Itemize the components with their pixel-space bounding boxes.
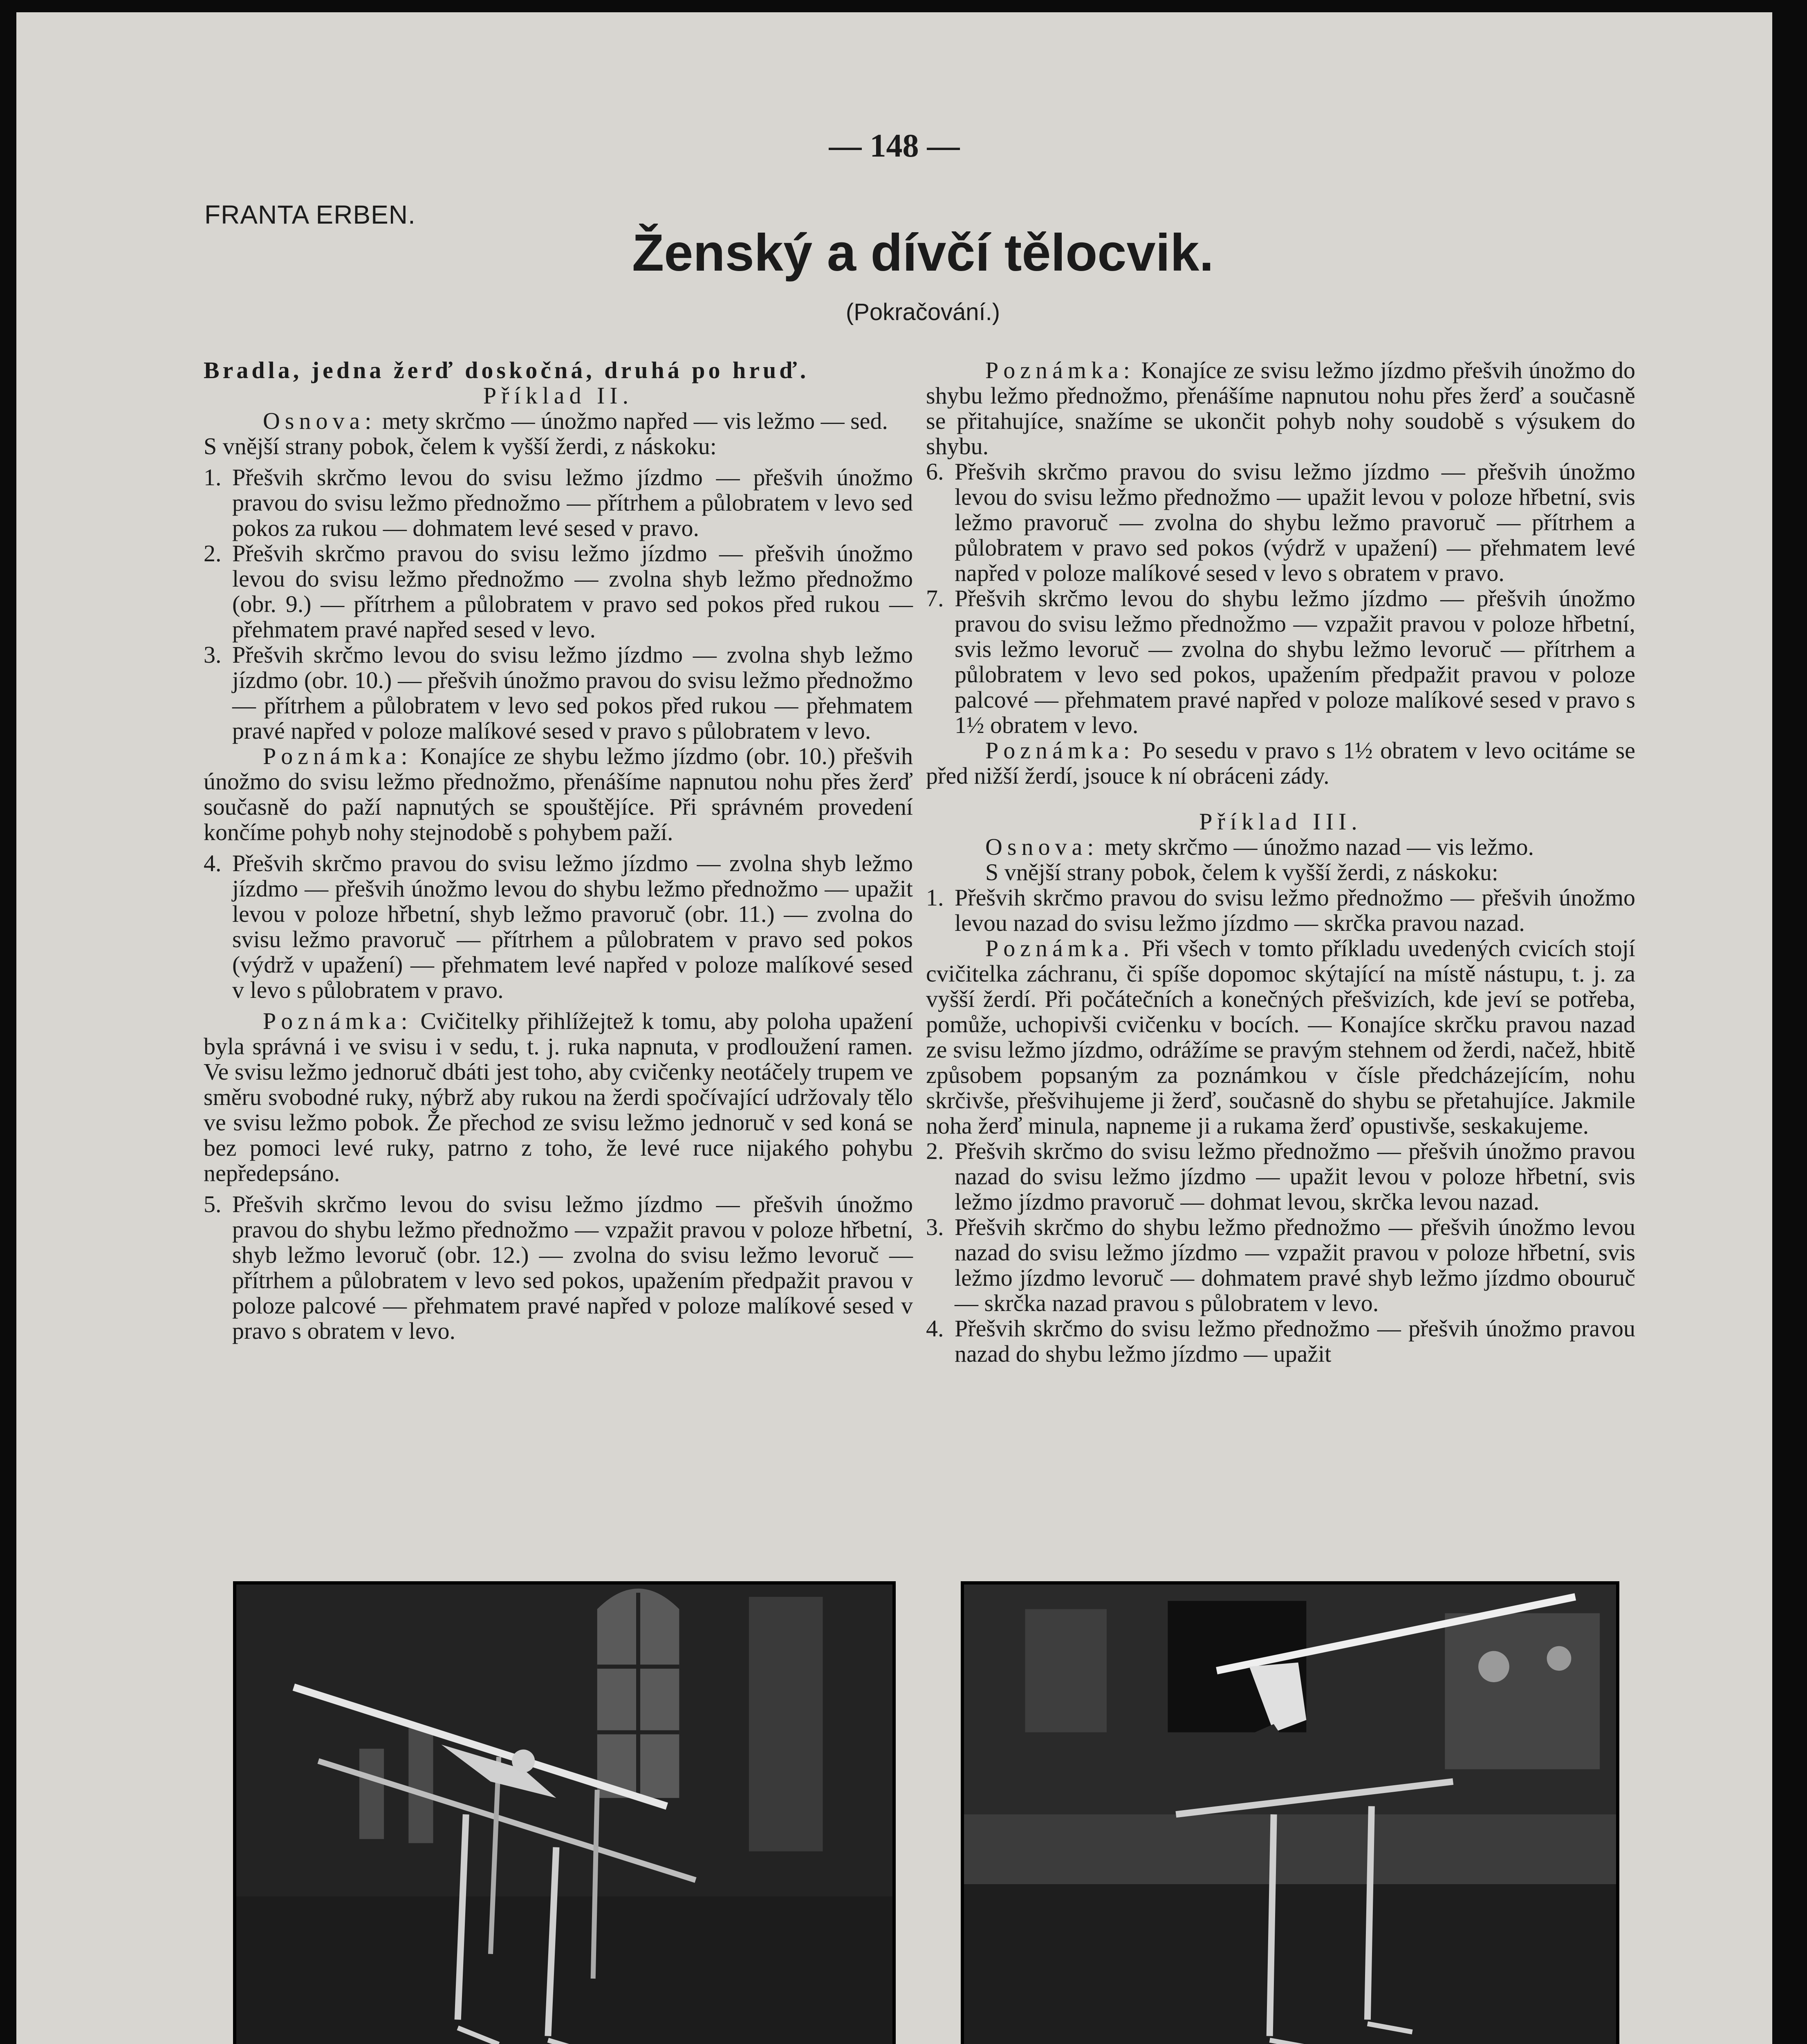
note-label: Poznámka: xyxy=(263,743,413,769)
item-number: 7. xyxy=(926,585,944,612)
note-paragraph xyxy=(926,738,1635,789)
note-text: Po sesedu v pravo s 1½ obratem v levo ocitáme se před nižší žerdí, jsouce k ní obráceni zády. xyxy=(926,737,1636,789)
list-item xyxy=(926,1215,1635,1316)
item-number: 1. xyxy=(204,464,222,491)
osnova-paragraph xyxy=(204,408,913,434)
item-number: 2. xyxy=(204,540,222,567)
osnova-label: Osnova: xyxy=(263,408,377,434)
list-item xyxy=(204,851,913,1003)
note-label: Poznámka: xyxy=(985,357,1135,383)
page-number: — 148 — xyxy=(829,128,960,164)
list-item xyxy=(204,541,913,642)
item-text: Přešvih skrčmo levou do svisu ležmo jízdmo — zvolna shyb ležmo jízdmo (obr. 10.) — přešvih únožmo pravou do svisu ležmo přednožmo — přítrhem a půlobratem v levo sed pokos před rukou — přehmatem pravé napřed v poloze malíkové sesed v pravo s půlobratem v levo. xyxy=(232,641,913,744)
item-text: Přešvih skrčmo do svisu ležmo přednožmo — přešvih únožmo pravou nazad do shybu ležmo jízdmo — upažit xyxy=(955,1315,1635,1367)
example-heading: Příklad II. xyxy=(483,382,634,409)
author: FRANTA ERBEN. xyxy=(204,200,416,229)
list-item xyxy=(204,1192,913,1344)
note-text: Cvičitelky přihlížejtež k tomu, aby poloha upažení byla správná i ve svisu i v sedu, t. j. ruka napnuta, v prodloužení ramen. Ve svisu ležmo jednoruč dbáti jest toho, aby cvičenky neotáčely trupem ve směru svobodné ruky, nýbrž aby rukou na žerdi spočívající udržovaly tělo ve svisu ležmo pobok. Že přechod ze svisu ležmo jednoruč v sed koná se bez pomoci levé ruky, patrno z toho, že levé ruce nijakého pohybu nepředepsáno. xyxy=(204,1008,913,1186)
gym-photo-illustration xyxy=(964,1585,1616,2044)
osnova-text: mety skrčmo — únožmo napřed — vis ležmo — sed. xyxy=(382,408,888,434)
item-number: 2. xyxy=(926,1138,944,1164)
intro-text: S vnější strany pobok, čelem k vyšší žerdi, z náskoku: xyxy=(985,859,1498,885)
item-text: Přešvih skrčmo levou do svisu ležmo jízdmo — přešvih únožmo pravou do svisu ležmo přednožmo — přítrhem a půlobratem v levo sed pokos za rukou — dohmatem levé sesed v pravo. xyxy=(232,464,913,541)
note-label: Poznámka: xyxy=(263,1008,413,1034)
note-label: Poznámka. xyxy=(985,935,1134,961)
note-text: Při všech v tomto příkladu uvedených cvicích stojí cvičitelka záchranu, či spíše dopomoc skýtající na místě nástupu, t. j. za vyšší žerdí. Při počátečních a konečných přešvizích, kde jeví se potřeba, pomůže, uchopivši cvičenku v bocích. — Konajíce skrčku pravou nazad ze svisu ležmo jízdmo, odrážíme se pravým stehnem od žerdi, načež, hbitě způsobem popsaným za poznámkou v čísle předcházejícím, nohu skrčivše, přešvihujeme ji žerď, současně do shybu se přetahujíce. Jakmile noha žerď minula, napneme ji a rukama žerď opustivše, seskakujeme. xyxy=(926,935,1636,1139)
right-column xyxy=(926,358,1635,1367)
note-paragraph xyxy=(204,744,913,845)
item-text: Přešvih skrčmo do svisu ležmo přednožmo — přešvih únožmo pravou nazad do svisu ležmo jízdmo — upažit levou v poloze hřbetní, svis ležmo jízdmo pravoruč — dohmat levou, skrčka levou nazad. xyxy=(955,1138,1635,1215)
list-item xyxy=(204,465,913,541)
item-number: 3. xyxy=(926,1214,944,1240)
gym-photo-illustration xyxy=(236,1585,892,2044)
note-text: Konajíce ze shybu ležmo jízdmo (obr. 10.) přešvih únožmo do svisu ležmo přednožmo, přenášíme napnutou nohu přes žerď současně do paží napnutých se spouštějíce. Při správném provedení končíme pohyb nohy stejnodobě s pohybem paží. xyxy=(204,743,913,845)
item-text: Přešvih skrčmo pravou do svisu ležmo přednožmo — přešvih únožmo levou nazad do svisu ležmo jízdmo — skrčka pravou nazad. xyxy=(955,884,1635,936)
figure-10-photo xyxy=(961,1581,1619,2044)
section-heading: Bradla, jedna žerď doskočná, druhá po hruď. xyxy=(204,357,809,383)
item-text: Přešvih skrčmo levou do svisu ležmo jízdmo — přešvih únožmo pravou do shybu ležmo přednožmo — vzpažit pravou v poloze hřbetní, shyb ležmo levoruč (obr. 12.) — zvolna do svisu ležmo levoruč — přítrhem a půlobratem v levo sed pokos, upažením předpažit pravou v poloze palcové — přehmatem pravé napřed v poloze malíkové sesed v pravo s obratem v levo. xyxy=(232,1191,913,1344)
item-text: Přešvih skrčmo do shybu ležmo přednožmo — přešvih únožmo levou nazad do svisu ležmo jízdmo — vzpažit pravou v poloze hřbetní, svis ležmo jízdmo levoruč — dohmatem pravé shyb ležmo jízdmo obouruč — skrčka nazad pravou s půlobratem v levo. xyxy=(955,1214,1635,1316)
note-paragraph xyxy=(926,358,1635,459)
item-number: 6. xyxy=(926,458,944,485)
example-heading: Příklad III. xyxy=(1199,808,1362,835)
item-number: 3. xyxy=(204,641,222,668)
item-number: 5. xyxy=(204,1191,222,1217)
note-label: Poznámka: xyxy=(985,737,1135,764)
item-number: 1. xyxy=(926,884,944,911)
item-text: Přešvih skrčmo pravou do svisu ležmo jízdmo — přešvih únožmo levou do svisu ležmo přednožmo — zvolna shyb ležmo přednožmo (obr. 9.) — přítrhem a půlobratem v pravo sed pokos před rukou — přehmatem pravé napřed sesed v levo. xyxy=(232,540,913,643)
osnova-text: mety skrčmo — únožmo nazad — vis ležmo. xyxy=(1104,834,1534,860)
list-item xyxy=(926,459,1635,586)
article-subtitle: (Pokračování.) xyxy=(845,299,1000,325)
article-title: Ženský a dívčí tělocvik. xyxy=(632,224,1214,282)
item-number: 4. xyxy=(926,1315,944,1342)
osnova-label: Osnova: xyxy=(985,834,1099,860)
note-paragraph xyxy=(926,936,1635,1139)
page xyxy=(16,12,1772,2044)
osnova-paragraph xyxy=(926,834,1635,860)
left-column xyxy=(204,358,913,1344)
list-item xyxy=(204,642,913,744)
item-text: Přešvih skrčmo pravou do svisu ležmo jízdmo — zvolna shyb ležmo jízdmo — přešvih únožmo levou do shybu ležmo přednožmo — upažit levou v poloze hřbetní, shyb ležmo pravoruč (obr. 11.) — zvolna do svisu ležmo pravoruč — přítrhem a půlobratem v pravo sed pokos (výdrž v upažení) — přehmatem levé napřed v poloze malíkové sesed v levo s půlobratem v pravo. xyxy=(232,850,913,1003)
list-item xyxy=(926,1139,1635,1215)
item-number: 4. xyxy=(204,850,222,876)
list-item xyxy=(926,586,1635,738)
note-paragraph xyxy=(204,1009,913,1186)
figure-9-photo xyxy=(233,1581,896,2044)
list-item xyxy=(926,885,1635,936)
item-text: Přešvih skrčmo pravou do svisu ležmo jízdmo — přešvih únožmo levou do svisu ležmo přednožmo — upažit levou v poloze hřbetní, svis ležmo pravoruč — zvolna do shybu ležmo pravoruč — přítrhem a půlobratem v pravo sed pokos (výdrž v upažení) — přehmatem levé napřed v poloze malíkové sesed v levo s obratem v pravo. xyxy=(955,458,1635,586)
note-text: Konajíce ze svisu ležmo jízdmo přešvih únožmo do shybu ležmo přednožmo, přenášíme napnutou nohu přes žerď a současně se přitahujíce, snažíme se ukončit pohyb nohy soudobě s výsukem do shybu. xyxy=(926,357,1635,459)
intro-text: S vnější strany pobok, čelem k vyšší žerdi, z náskoku: xyxy=(204,433,717,459)
list-item xyxy=(926,1316,1635,1367)
item-text: Přešvih skrčmo levou do shybu ležmo jízdmo — přešvih únožmo pravou do svisu ležmo přednožmo — vzpažit pravou v poloze hřbetní, svis ležmo levoruč — zvolna do shybu ležmo levoruč — přítrhem a půlobratem v levo sed pokos, upažením předpažit pravou v poloze palcové — přehmatem pravé napřed v poloze malíkové sesed v pravo s 1½ obratem v levo. xyxy=(955,585,1635,738)
